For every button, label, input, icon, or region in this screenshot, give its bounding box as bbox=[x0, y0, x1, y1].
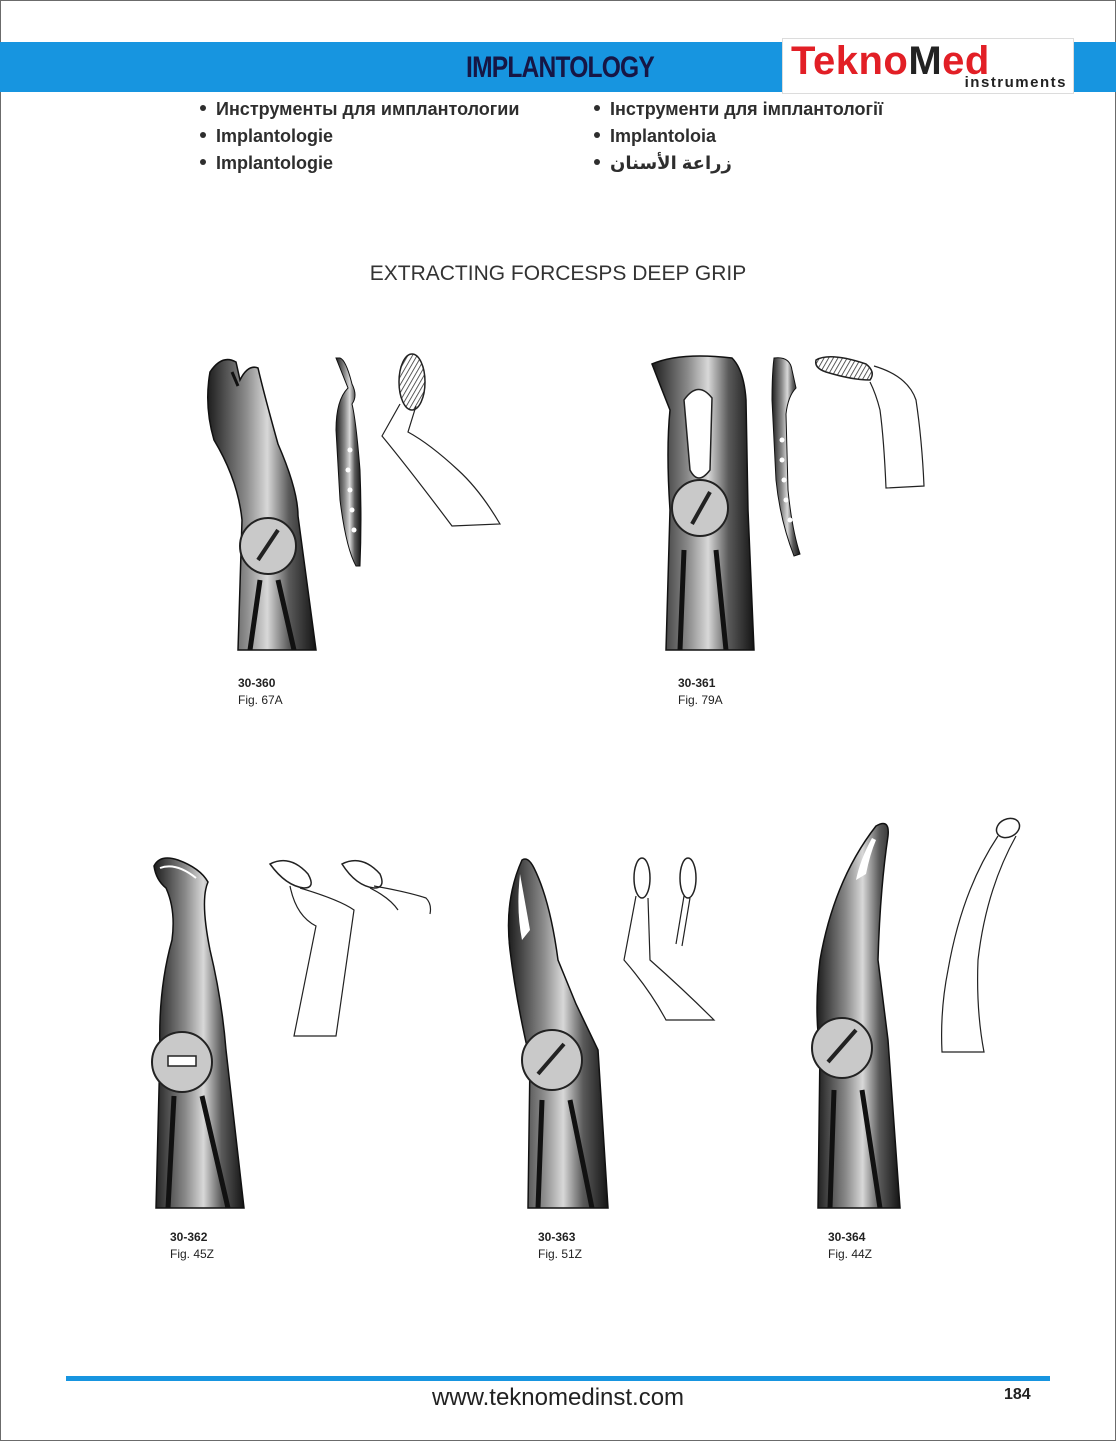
footer-url: www.teknomedinst.com bbox=[431, 1384, 685, 1411]
logo-subtitle: instruments bbox=[964, 74, 1067, 91]
product-30-360 bbox=[190, 340, 520, 720]
bullet-icon bbox=[594, 159, 600, 165]
section-title: EXTRACTING FORCESPS DEEP GRIP bbox=[369, 262, 747, 285]
product-figure: Fig. 79A bbox=[678, 693, 723, 707]
language-item: Implantologie bbox=[200, 123, 519, 150]
forceps-image bbox=[640, 340, 950, 660]
product-code: 30-364 bbox=[828, 1230, 866, 1244]
forceps-image bbox=[780, 810, 1050, 1212]
product-30-363 bbox=[490, 840, 730, 1270]
bullet-icon bbox=[200, 105, 206, 111]
language-item: Инструменты для имплантологии bbox=[200, 96, 519, 123]
forceps-image bbox=[490, 840, 730, 1212]
forceps-image bbox=[140, 840, 440, 1212]
product-30-362 bbox=[140, 840, 440, 1270]
footer-divider bbox=[66, 1376, 1050, 1381]
language-item: Implantoloia bbox=[594, 123, 883, 150]
language-item: Інструменти для імплантології bbox=[594, 96, 883, 123]
product-30-364 bbox=[780, 810, 1050, 1270]
language-item: زراعة الأسنان bbox=[594, 150, 883, 177]
product-figure: Fig. 51Z bbox=[538, 1247, 583, 1261]
bullet-icon bbox=[594, 132, 600, 138]
language-list-right bbox=[594, 96, 883, 177]
product-figure: Fig. 45Z bbox=[170, 1247, 215, 1261]
brand-logo bbox=[782, 38, 1074, 94]
product-30-361 bbox=[640, 340, 950, 720]
product-code: 30-362 bbox=[170, 1230, 208, 1244]
page-number: 184 bbox=[1004, 1386, 1031, 1403]
language-list-left bbox=[200, 96, 519, 177]
forceps-image bbox=[190, 340, 520, 660]
page-title: IMPLANTOLOGY bbox=[466, 51, 654, 84]
product-figure: Fig. 44Z bbox=[828, 1247, 873, 1261]
product-code: 30-361 bbox=[678, 676, 716, 690]
bullet-icon bbox=[200, 159, 206, 165]
language-item: Implantologie bbox=[200, 150, 519, 177]
product-code: 30-363 bbox=[538, 1230, 576, 1244]
product-figure: Fig. 67A bbox=[238, 693, 283, 707]
bullet-icon bbox=[200, 132, 206, 138]
logo-wordmark: TeknoMed bbox=[791, 39, 990, 83]
product-code: 30-360 bbox=[238, 676, 276, 690]
bullet-icon bbox=[594, 105, 600, 111]
